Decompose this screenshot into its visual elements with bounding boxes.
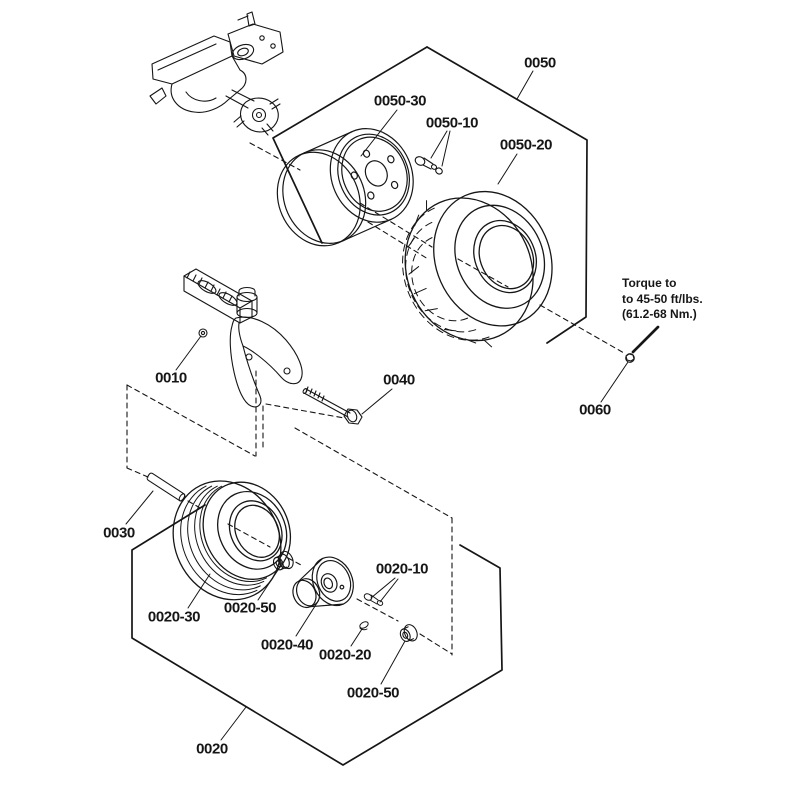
rear-valve-stem-drawing [414,155,444,175]
part-label-0020-40: 0020-40 [260,636,314,654]
torque-note-line-3: (61.2-68 Nm.) [622,307,697,321]
part-label-0020-30: 0020-30 [147,608,201,626]
part-label-0020-20: 0020-20 [318,646,372,664]
part-label-0060: 0060 [579,401,611,419]
part-label-0050-10: 0050-10 [425,114,479,132]
torque-leader-line [633,327,658,352]
front-tire-drawing [154,458,312,619]
axle-bearing-drawing [398,623,420,645]
dashed-axis-lines [127,143,624,655]
assembly-0050-outline-box [273,47,587,343]
torque-note-line-1: Torque to [622,276,677,290]
axle-bolt-drawing [302,387,362,424]
part-label-0020-10: 0020-10 [375,560,429,578]
rear-rim-drawing [263,115,428,259]
torque-note [622,276,703,323]
bracket-bolt-drawing [199,329,207,337]
leader-lines [126,71,628,740]
part-label-0050: 0050 [524,54,556,72]
torque-note-line-2: to 45-50 ft/lbs. [622,291,703,306]
part-label-0040: 0040 [383,371,415,389]
assembly-0020-outline-box [132,505,502,765]
part-label-0020-50-inner: 0020-50 [223,599,277,617]
valve-cap-drawing [359,620,370,629]
part-label-0020-50-outer: 0020-50 [346,684,400,702]
part-label-0020: 0020 [196,740,228,758]
transaxle-assembly-drawing [150,12,283,135]
part-label-0050-30: 0050-30 [373,92,427,110]
spacer-tube-drawing [146,472,186,502]
part-label-0010: 0010 [155,369,187,387]
axle-nut-drawing [626,354,635,363]
part-label-0050-20: 0050-20 [499,136,553,154]
caster-bracket-drawing [184,269,302,407]
part-label-0030: 0030 [103,524,135,542]
front-rim-drawing [284,551,361,622]
